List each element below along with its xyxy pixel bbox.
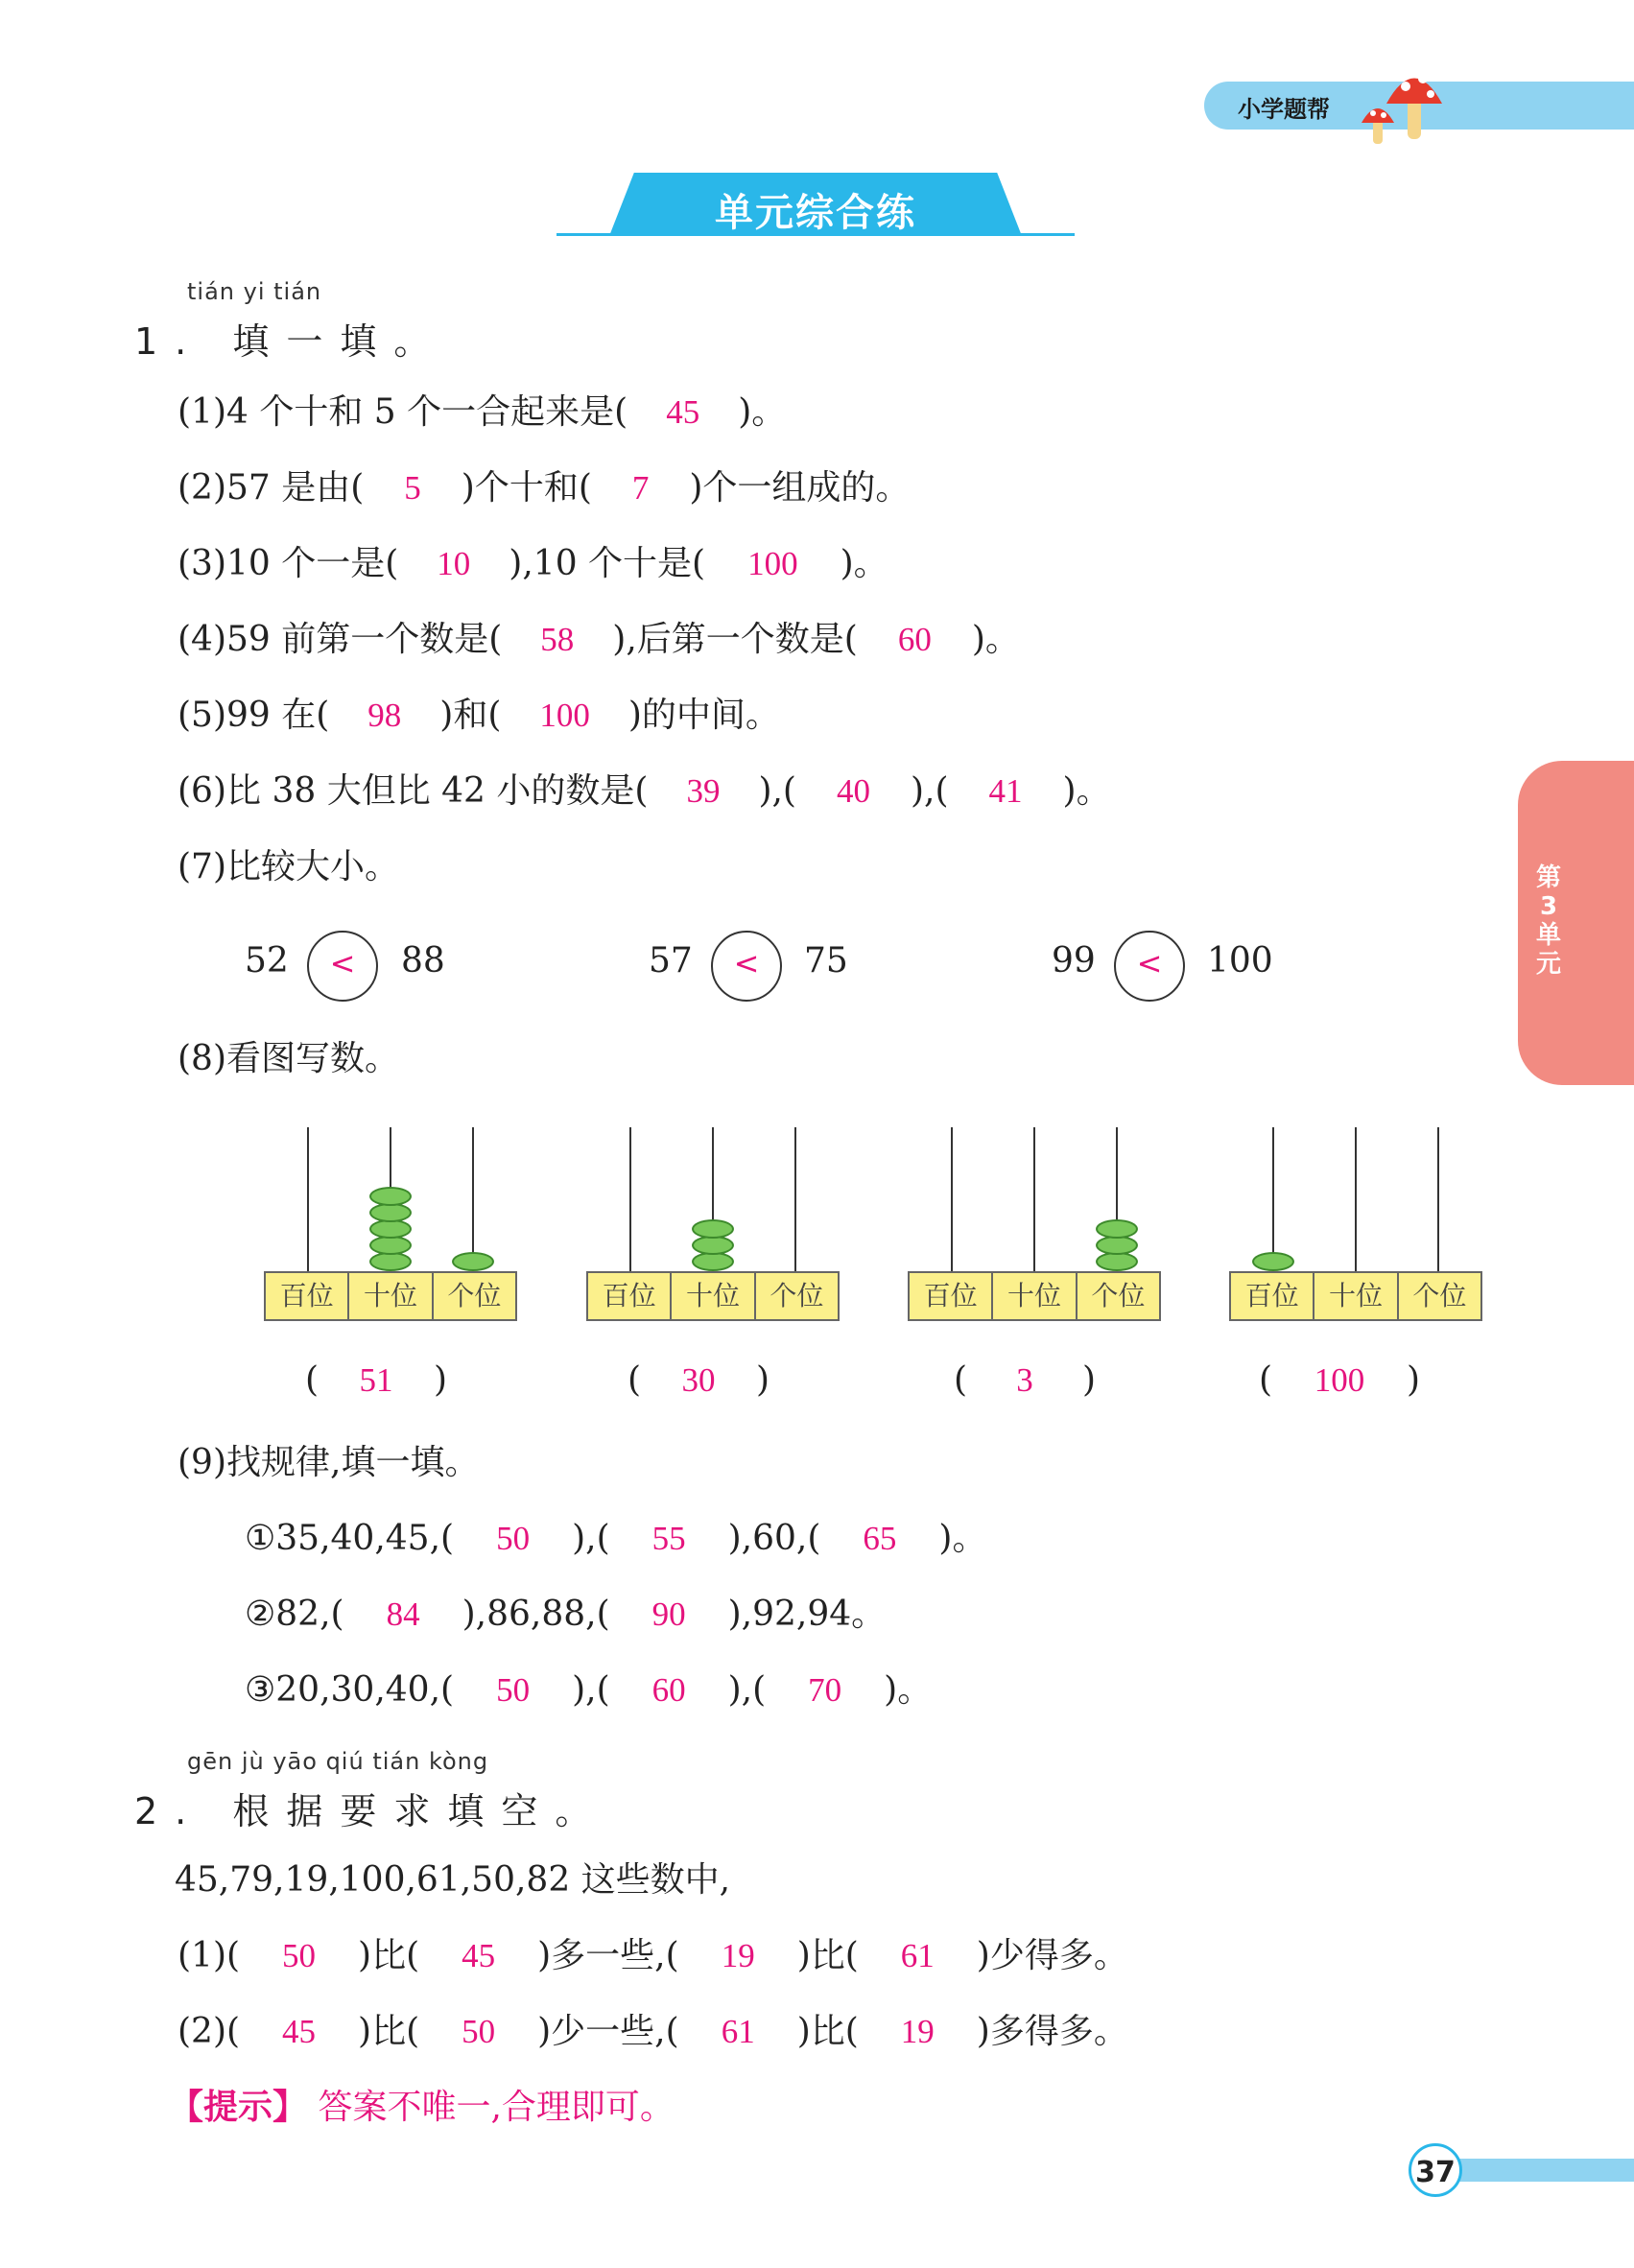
paren: (	[628, 1360, 642, 1400]
item-text: ),(	[758, 771, 796, 811]
answer: 60	[651, 1671, 686, 1709]
place-label: 百位	[264, 1271, 349, 1321]
answer: 65	[863, 1520, 897, 1557]
abacus-rod	[1272, 1127, 1274, 1271]
item-text: (2)(	[178, 2012, 241, 2051]
abacus-answer-1	[305, 1359, 468, 1402]
compare-left: 99	[1052, 941, 1096, 980]
answer: 45	[462, 1937, 496, 1974]
compare-right: 100	[1207, 941, 1273, 980]
abacus-bead	[369, 1187, 412, 1206]
q2-intro: 45,79,19,100,61,50,82 这些数中,	[175, 1860, 731, 1900]
item-text: )个十和(	[461, 468, 592, 508]
item-text: ③20,30,40,(	[245, 1670, 455, 1710]
abacus	[1231, 1127, 1482, 1348]
item-text: ),(	[572, 1670, 610, 1710]
q1-number: 1.	[134, 320, 204, 363]
paren: )	[1082, 1360, 1097, 1400]
abacus-rod	[1033, 1127, 1035, 1271]
answer: 90	[651, 1595, 686, 1633]
abacus	[588, 1127, 840, 1348]
item-text: )的中间。	[628, 696, 780, 735]
answer: 39	[686, 772, 721, 810]
q2-punct: 。	[555, 1790, 609, 1832]
answer: 58	[540, 621, 575, 658]
answer: 70	[808, 1671, 842, 1709]
compare-sign-circle: <	[1114, 931, 1185, 1002]
item-text: ),60,(	[727, 1519, 821, 1558]
item-text: ),(	[910, 771, 949, 811]
abacus-rod	[794, 1127, 796, 1271]
answer: 3	[1016, 1361, 1033, 1399]
item-text: )个一组成的。	[689, 468, 911, 508]
abacus-bead	[692, 1252, 734, 1271]
item-text: (6)比 38 大但比 42 小的数是(	[178, 771, 649, 811]
hint-text: 答案不唯一,合理即可。	[318, 2088, 675, 2127]
answer: 100	[1314, 1361, 1365, 1399]
abacus-answer-4	[1259, 1359, 1441, 1402]
item-text: )比(	[358, 1936, 420, 1975]
q1-pinyin: tián yi tián	[187, 278, 322, 305]
item-text: ),(	[572, 1519, 610, 1558]
answer: 40	[836, 772, 870, 810]
paren: (	[1259, 1360, 1273, 1400]
abacus-base	[910, 1271, 1161, 1321]
answer: 50	[496, 1520, 531, 1557]
item-text: )比(	[796, 2012, 859, 2051]
place-label: 十位	[347, 1271, 433, 1321]
abacus-bead	[1252, 1252, 1294, 1271]
q1-item-8-label: (8)看图写数。	[178, 1039, 399, 1078]
unit-tab-label: 第3单元	[1535, 863, 1561, 979]
abacus-rod	[1355, 1127, 1357, 1271]
item-text: )。	[738, 392, 787, 432]
answer: 61	[900, 1937, 935, 1974]
q1-item-6	[178, 770, 1111, 813]
answer: 84	[386, 1595, 420, 1633]
abacus-bead	[369, 1236, 412, 1255]
q1-punct: 。	[393, 320, 448, 363]
abacus-bead	[369, 1219, 412, 1239]
abacus-bead	[692, 1236, 734, 1255]
place-label: 个位	[1076, 1271, 1161, 1321]
answer: 19	[900, 2013, 935, 2050]
item-text: )。	[971, 620, 1020, 659]
answer: 45	[282, 2013, 317, 2050]
answer: 51	[359, 1361, 393, 1399]
item-text: )比(	[796, 1936, 859, 1975]
mushroom-icon	[1348, 58, 1463, 149]
item-text: )。	[884, 1670, 933, 1710]
q2-pinyin: gēn jù yāo qiú tián kòng	[187, 1748, 489, 1775]
item-text: )。	[938, 1519, 987, 1558]
item-text: )少一些,(	[537, 2012, 679, 2051]
q1-item-9-seq-1	[245, 1518, 986, 1560]
place-label: 个位	[432, 1271, 517, 1321]
answer: 50	[462, 2013, 496, 2050]
paren: )	[434, 1360, 448, 1400]
compare-sign-circle: <	[307, 931, 378, 1002]
abacus-bead	[369, 1252, 412, 1271]
answer: 60	[897, 621, 932, 658]
item-text: (3)10 个一是(	[178, 544, 399, 583]
abacus	[910, 1127, 1161, 1348]
q1-title: 填一填	[232, 320, 394, 363]
answer: 100	[747, 545, 798, 582]
item-text: )多得多。	[976, 2012, 1128, 2051]
place-label: 十位	[991, 1271, 1077, 1321]
answer: 55	[651, 1520, 686, 1557]
abacus-bead	[1096, 1252, 1138, 1271]
compare-right: 88	[401, 941, 445, 980]
item-text: ),后第一个数是(	[612, 620, 858, 659]
compare-right: 75	[804, 941, 848, 980]
abacus-rod	[629, 1127, 631, 1271]
q2-number: 2.	[134, 1790, 204, 1832]
item-text: ),92,94。	[727, 1595, 887, 1634]
item-text: (4)59 前第一个数是(	[178, 620, 503, 659]
q1-item-9-seq-2	[245, 1594, 886, 1636]
compare-left: 52	[245, 941, 289, 980]
answer: 19	[721, 1937, 755, 1974]
abacus-rod	[951, 1127, 953, 1271]
compare-left: 57	[649, 941, 693, 980]
item-text: )。	[840, 544, 888, 583]
answer: 100	[539, 697, 590, 734]
abacus-bead	[692, 1219, 734, 1239]
abacus-bead	[452, 1252, 494, 1271]
q1-item-5	[178, 695, 780, 737]
item-text: )比(	[358, 2012, 420, 2051]
item-text: ①35,40,45,(	[245, 1519, 455, 1558]
item-text: )少得多。	[976, 1936, 1128, 1975]
page-title: 单元综合练	[715, 191, 916, 235]
abacus-base	[266, 1271, 517, 1321]
paren: (	[305, 1360, 320, 1400]
place-label: 个位	[754, 1271, 840, 1321]
abacus	[266, 1127, 517, 1348]
answer: 45	[666, 393, 700, 431]
q2-title: 根据要求填空	[232, 1790, 556, 1832]
paren: )	[756, 1360, 770, 1400]
q1-item-3	[178, 543, 888, 585]
q2-row-1	[178, 1935, 1128, 1977]
q1-item-7-label: (7)比较大小。	[178, 847, 399, 886]
place-label: 百位	[586, 1271, 672, 1321]
item-text: )多一些,(	[537, 1936, 679, 1975]
hint	[169, 2087, 675, 2129]
item-text: (1)(	[178, 1936, 241, 1975]
answer: 5	[404, 469, 421, 507]
answer: 41	[988, 772, 1023, 810]
abacus-bead	[1096, 1219, 1138, 1239]
abacus-rod	[1437, 1127, 1439, 1271]
q1-heading	[134, 312, 447, 365]
abacus-base	[1231, 1271, 1482, 1321]
item-text: ),86,88,(	[462, 1595, 610, 1634]
item-text: ),10 个十是(	[509, 544, 706, 583]
abacus-answer-2	[628, 1359, 791, 1402]
paren: (	[954, 1360, 968, 1400]
q2-heading	[134, 1782, 608, 1834]
q2-row-2	[178, 2011, 1128, 2053]
place-label: 百位	[908, 1271, 993, 1321]
page-number: 37	[1409, 2143, 1462, 2197]
answer: 98	[367, 697, 402, 734]
place-label: 个位	[1397, 1271, 1482, 1321]
abacus-rod	[472, 1127, 474, 1271]
place-label: 十位	[670, 1271, 755, 1321]
q1-item-9-label: (9)找规律,填一填。	[178, 1443, 480, 1482]
q1-item-1	[178, 391, 786, 434]
answer: 61	[721, 2013, 755, 2050]
abacus-rod	[307, 1127, 309, 1271]
place-label: 百位	[1229, 1271, 1314, 1321]
answer: 10	[437, 545, 471, 582]
item-text: (1)4 个十和 5 个一合起来是(	[178, 392, 628, 432]
q1-item-9-seq-3	[245, 1669, 932, 1712]
answer: 7	[631, 469, 650, 507]
answer: 30	[681, 1361, 716, 1399]
answer: 50	[496, 1671, 531, 1709]
paren: )	[1407, 1360, 1421, 1400]
item-text: )和(	[439, 696, 502, 735]
hint-label: 【提示】	[169, 2088, 308, 2127]
abacus-bead	[369, 1203, 412, 1222]
q1-item-2	[178, 467, 910, 509]
item-text: ),(	[727, 1670, 767, 1710]
q1-item-4	[178, 619, 1020, 661]
abacus-bead	[1096, 1236, 1138, 1255]
abacus-answer-3	[954, 1359, 1117, 1402]
brand-name: 小学题帮	[1238, 96, 1330, 123]
item-text: (2)57 是由(	[178, 468, 365, 508]
compare-sign-circle: <	[711, 931, 782, 1002]
abacus-base	[588, 1271, 840, 1321]
item-text: ②82,(	[245, 1595, 344, 1634]
place-label: 十位	[1313, 1271, 1398, 1321]
item-text: (5)99 在(	[178, 696, 330, 735]
answer: 50	[282, 1937, 317, 1974]
item-text: )。	[1062, 771, 1111, 811]
